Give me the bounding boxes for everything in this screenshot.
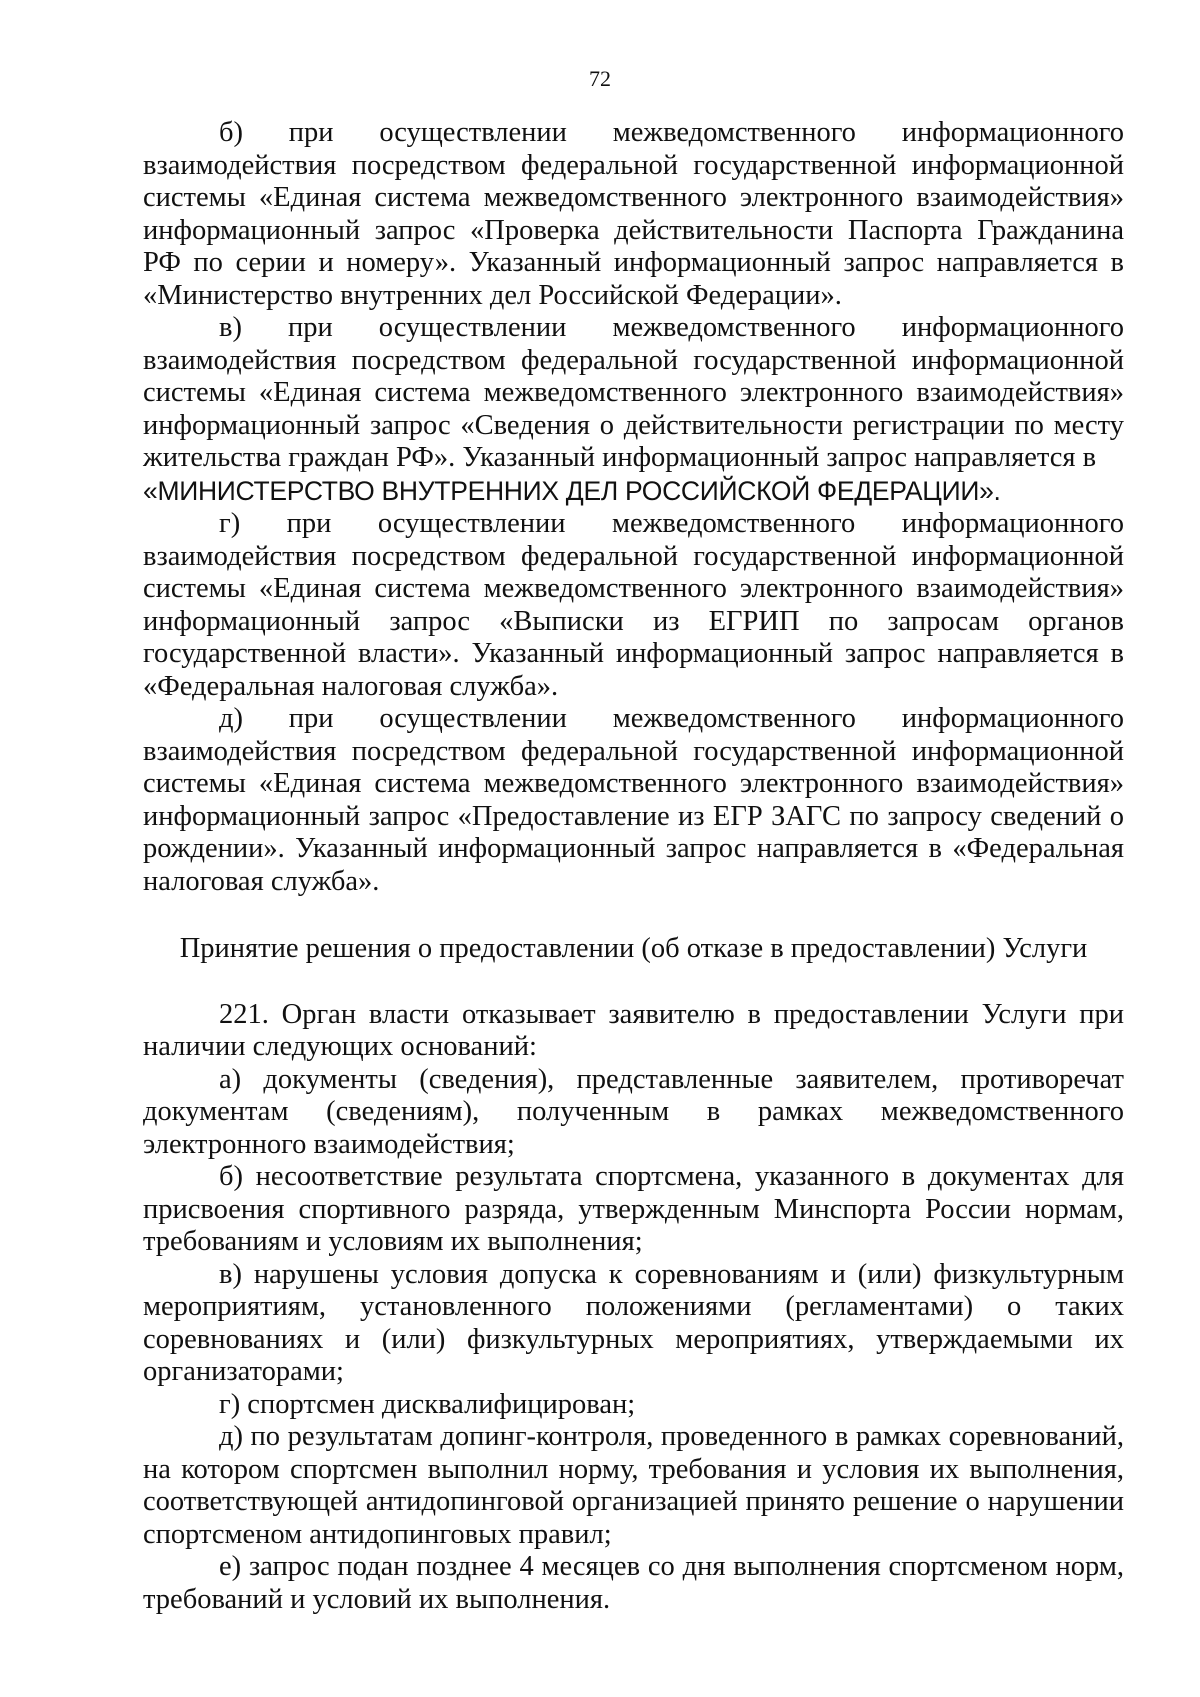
paragraph-v-registration-check: в) при осуществлении межведомственного информационного взаимодействия посредством федеральной государственной информационной системы «Единая система межведомственного электронного взаимодействия» информационный запрос «Сведения о действительности регистрации по месту жительства граждан РФ». Указанный информационный запрос направляется в <box>143 312 1124 473</box>
paragraph-d-zags-birth: д) при осуществлении межведомственного информационного взаимодействия посредством федеральной государственной информационной системы «Единая система межведомственного электронного взаимодействия» информационный запрос «Предоставление из ЕГР ЗАГС по запросу сведений о рождении». Указанный информационный запрос направляется в «Федеральная налоговая служба». <box>143 703 1124 897</box>
list-item-d: д) по результатам допинг-контроля, проведенного в рамках соревнований, на котором спортсмен выполнил норму, требования и условия их выполнения, соответствующей антидопинговой организацией принято решение о нарушении спортсменом антидопинговых правил; <box>143 1421 1124 1550</box>
list-item-b: б) несоответствие результата спортсмена, указанного в документах для присвоения спортивного разряда, утвержденным Минспорта России нормам, требованиям и условиям их выполнения; <box>143 1161 1124 1257</box>
paragraph-g-egrip-extract: г) при осуществлении межведомственного информационного взаимодействия посредством федеральной государственной информационной системы «Единая система межведомственного электронного взаимодействия» информационный запрос «Выписки из ЕГРИП по запросам органов государственной власти». Указанный информационный запрос направляется в «Федеральная налоговая служба». <box>143 508 1124 702</box>
document-body <box>143 117 1124 1616</box>
page-number: 72 <box>589 66 611 91</box>
paragraph-ministry-caps <box>143 475 1124 509</box>
list-item-e: е) запрос подан позднее 4 месяцев со дня выполнения спортсменом норм, требований и условий их выполнения. <box>143 1551 1124 1615</box>
ministry-caps-text: «МИНИСТЕРСТВО ВНУТРЕННИХ ДЕЛ РОССИЙСКОЙ ФЕДЕРАЦИИ». <box>143 475 1001 506</box>
section-heading: Принятие решения о предоставлении (об отказе в предоставлении) Услуги <box>179 933 1088 964</box>
list-item-v: в) нарушены условия допуска к соревнованиям и (или) физкультурным мероприятиям, установленного положениями (регламентами) о таких соревнованиях и (или) физкультурных мероприятиях, утверждаемыми их организаторами; <box>143 1258 1124 1387</box>
list-item-g: г) спортсмен дисквалифицирован; <box>219 1388 636 1420</box>
paragraph-b-passport-check: б) при осуществлении межведомственного информационного взаимодействия посредством федеральной государственной информационной системы «Единая система межведомственного электронного взаимодействия» информационный запрос «Проверка действительности Паспорта Гражданина РФ по серии и номеру». Указанный информационный запрос направляется в «Министерство внутренних дел Российской Федерации». <box>143 117 1124 311</box>
list-item-a: а) документы (сведения), представленные заявителем, противоречат документам (сведениям), полученным в рамках межведомственного электронного взаимодействия; <box>143 1063 1124 1160</box>
paragraph-221-refusal-grounds: 221. Орган власти отказывает заявителю в предоставлении Услуги при наличии следующих оснований: <box>143 998 1124 1062</box>
